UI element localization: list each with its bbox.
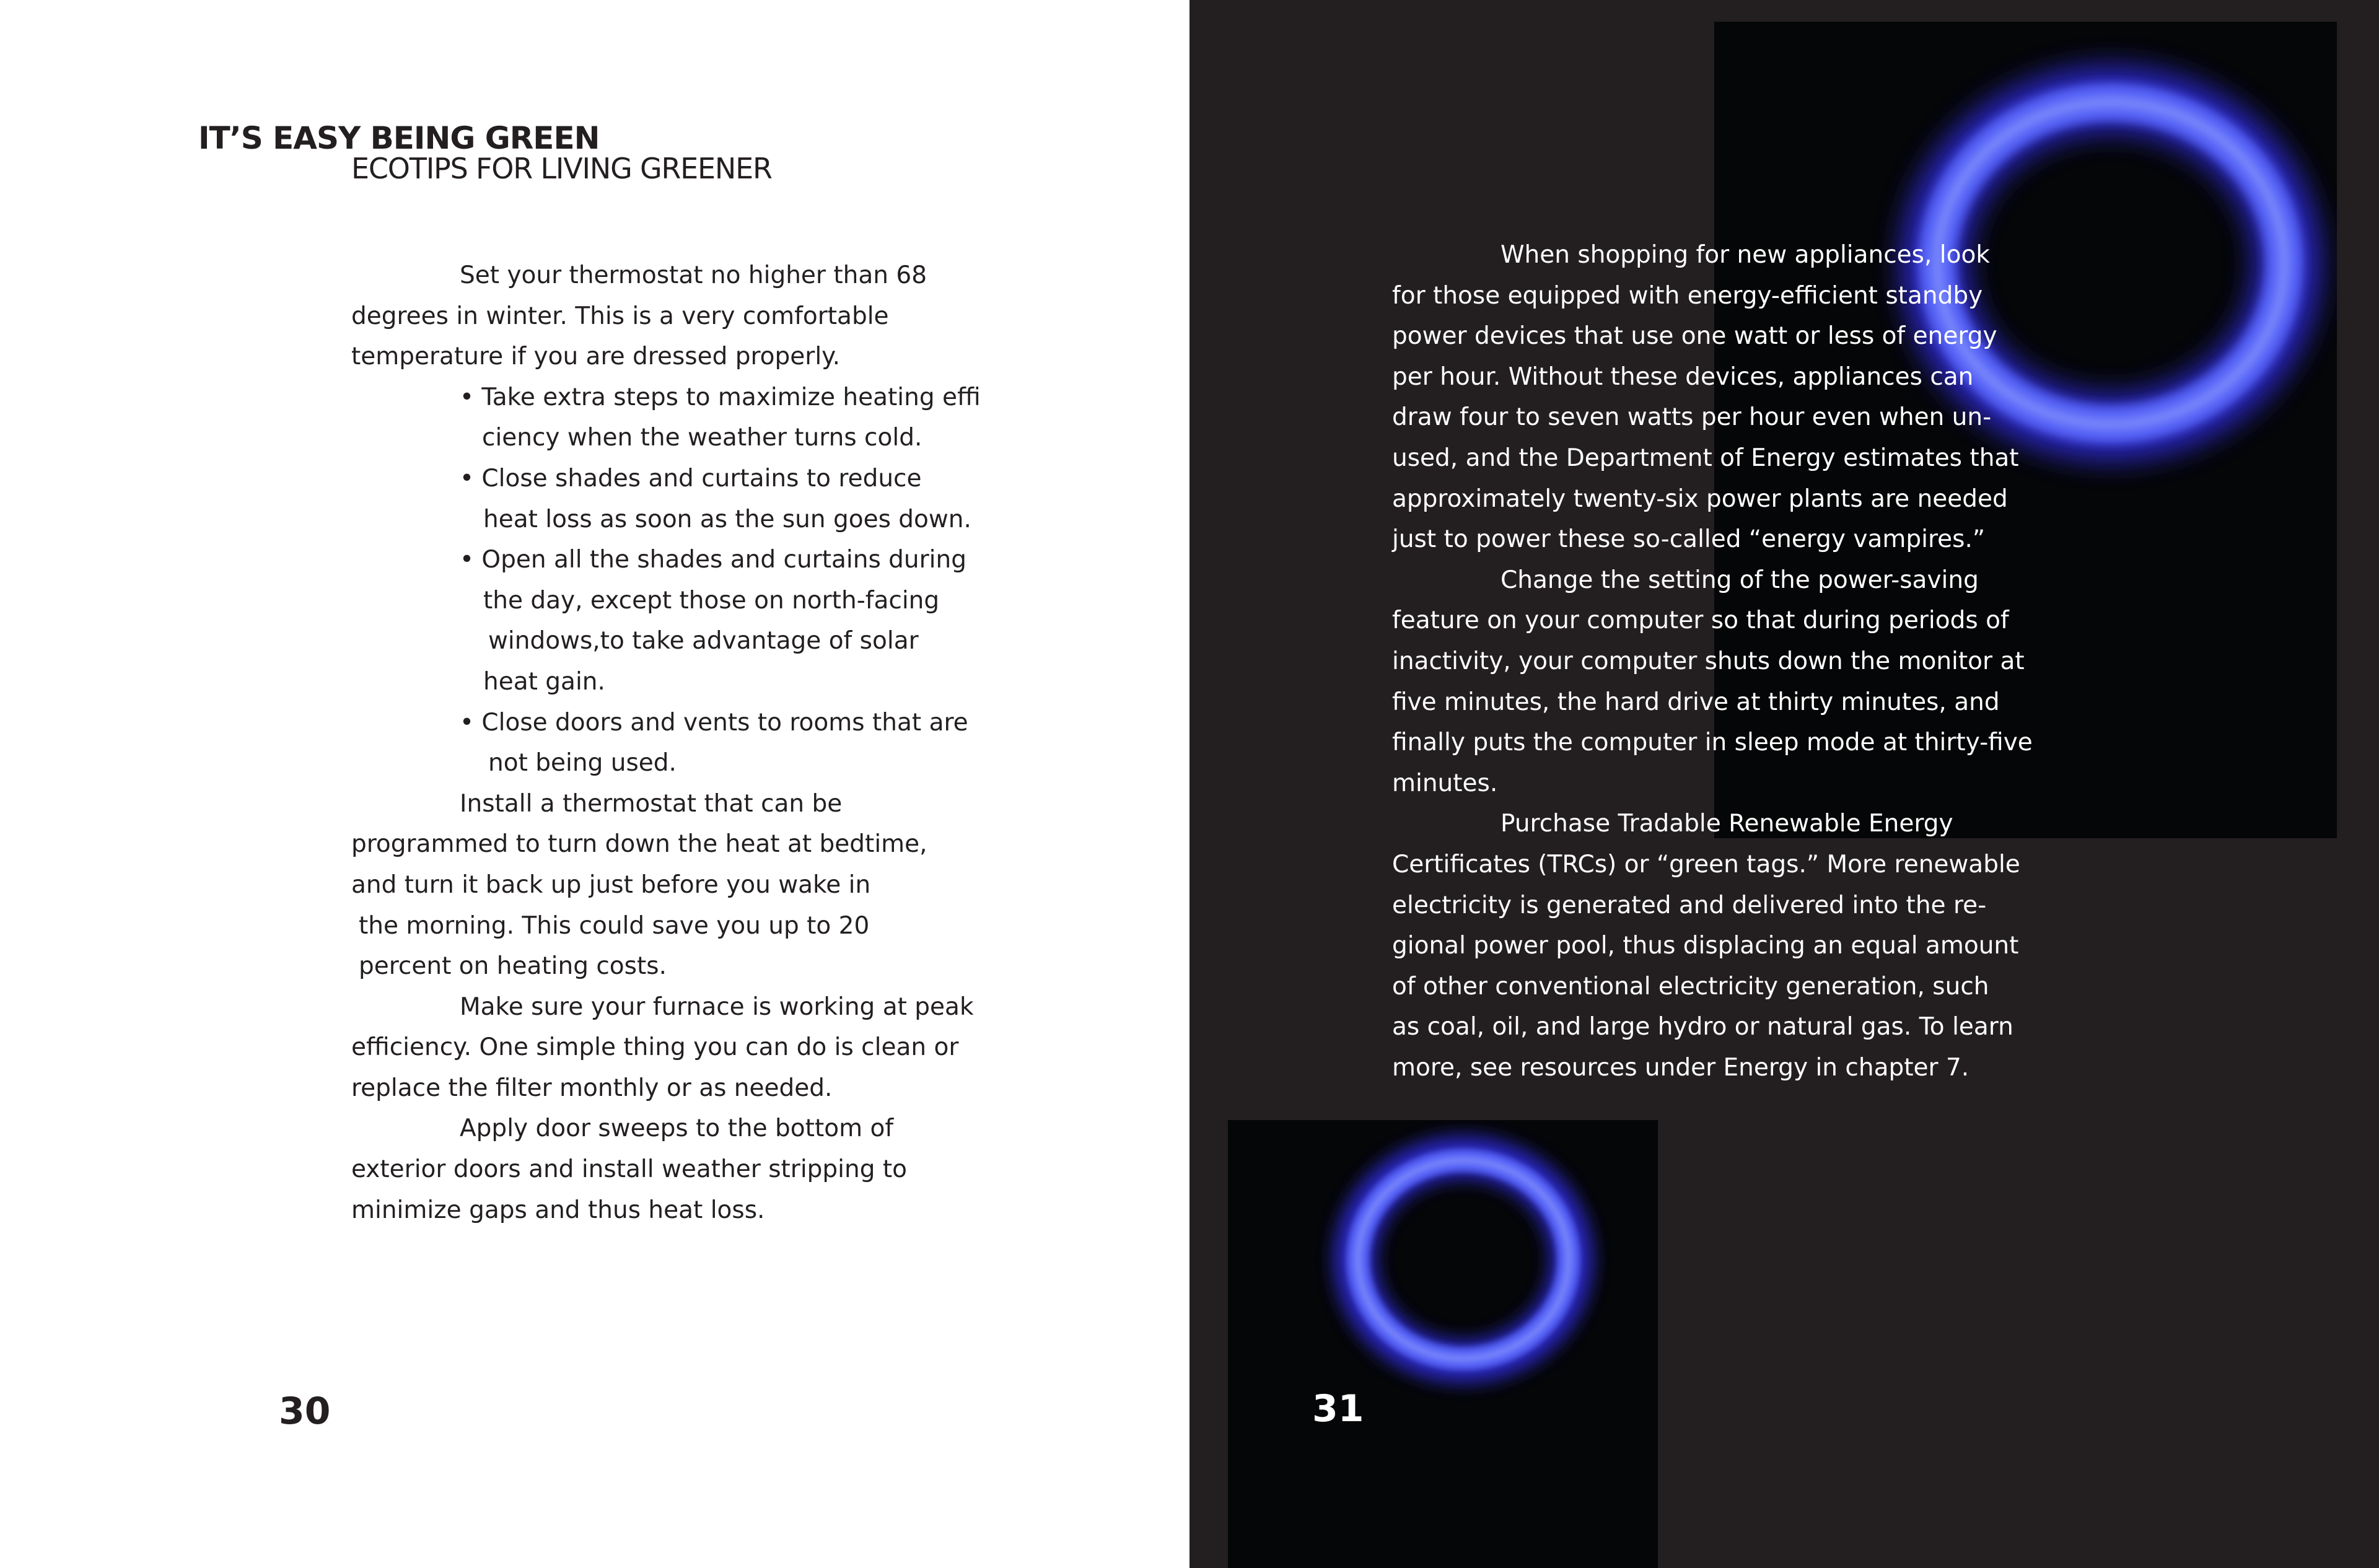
text-line: electricity is generated and delivered into the re-	[1392, 891, 1987, 919]
text-line: gional power pool, thus displacing an equal amount	[1392, 932, 2019, 960]
text-line: inactivity, your computer shuts down the monitor at	[1392, 647, 2025, 675]
right-body-text	[1392, 235, 2074, 1088]
page-subtitle: ECOTIPS FOR LIVING GREENER	[351, 152, 772, 185]
text-line: used, and the Department of Energy estimates that	[1392, 444, 2019, 472]
text-line: as coal, oil, and large hydro or natural gas. To learn	[1392, 1013, 2013, 1041]
text-line: approximately twenty-six power plants are needed	[1392, 484, 2008, 513]
text-line: the morning. This could save you up to 20	[359, 911, 870, 940]
text-line: programmed to turn down the heat at bedtime,	[351, 830, 927, 859]
text-line: not being used.	[488, 749, 677, 777]
text-line: exterior doors and install weather stripping to	[351, 1155, 908, 1184]
page-number: 30	[279, 1390, 331, 1433]
text-line: per hour. Without these devices, appliances can	[1392, 362, 1974, 391]
text-line: Change the setting of the power-saving	[1501, 566, 1979, 594]
text-line: heat gain.	[483, 667, 605, 696]
text-line: five minutes, the hard drive at thirty minutes, and	[1392, 688, 2000, 716]
flame-ring-photo	[1228, 1120, 1658, 1568]
text-line: degrees in winter. This is a very comfortable	[351, 302, 889, 330]
bullet-item: • Take extra steps to maximize heating effi	[460, 383, 981, 411]
text-line: windows,to take advantage of solar	[488, 627, 919, 655]
text-line: more, see resources under Energy in chapter 7.	[1392, 1053, 1969, 1082]
text-line: Certificates (TRCs) or “green tags.” More renewable	[1392, 850, 2020, 878]
text-line: heat loss as soon as the sun goes down.	[483, 505, 971, 533]
text-line: Purchase Tradable Renewable Energy	[1501, 810, 1953, 838]
text-line: the day, except those on north-facing	[483, 586, 940, 615]
text-line: for those equipped with energy-efficient standby	[1392, 281, 1983, 310]
text-line: minutes.	[1392, 769, 1498, 797]
text-line: minimize gaps and thus heat loss.	[351, 1196, 765, 1224]
text-line: finally puts the computer in sleep mode at thirty-five	[1392, 729, 2033, 757]
page-title: IT’S EASY BEING GREEN	[198, 120, 600, 156]
text-line: replace the filter monthly or as needed.	[351, 1074, 833, 1102]
text-line: feature on your computer so that during periods of	[1392, 607, 2009, 635]
text-line: percent on heating costs.	[359, 952, 667, 981]
text-line: power devices that use one watt or less of energy	[1392, 322, 1997, 351]
text-line: ciency when the weather turns cold.	[482, 424, 922, 452]
bullet-item: • Close shades and curtains to reduce	[460, 464, 922, 493]
bullet-item: • Open all the shades and curtains during	[460, 546, 966, 574]
text-line: draw four to seven watts per hour even when un-	[1392, 403, 1992, 432]
text-line: and turn it back up just before you wake in	[351, 870, 871, 899]
text-line: Set your thermostat no higher than 68	[460, 261, 927, 289]
text-line: Install a thermostat that can be	[460, 789, 843, 818]
flame-ring-icon	[1228, 1120, 1658, 1568]
left-body-text	[351, 255, 1058, 1230]
text-line: Make sure your furnace is working at peak	[460, 992, 974, 1021]
text-line: When shopping for new appliances, look	[1501, 241, 1990, 269]
text-line: just to power these so-called “energy vampires.”	[1392, 525, 1986, 554]
text-line: Apply door sweeps to the bottom of	[460, 1115, 894, 1143]
text-line: temperature if you are dressed properly.	[351, 343, 841, 371]
page-number: 31	[1312, 1387, 1364, 1430]
text-line: of other conventional electricity generation, such	[1392, 972, 1989, 1001]
text-line: efficiency. One simple thing you can do is clean or	[351, 1033, 959, 1062]
bullet-item: • Close doors and vents to rooms that are	[460, 708, 968, 737]
